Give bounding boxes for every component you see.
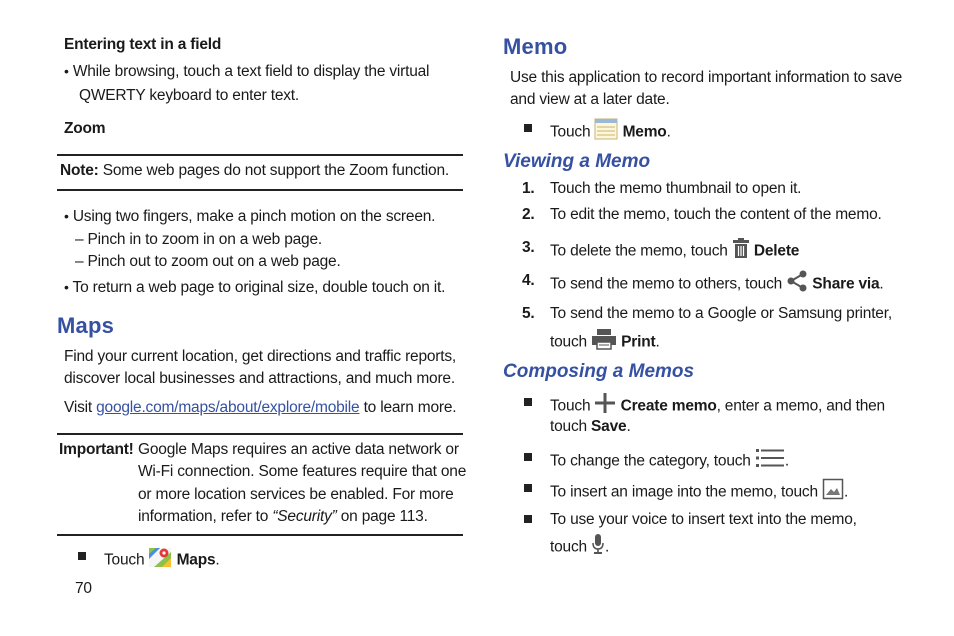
bullet-dot: • [64,208,69,224]
step-num: 2. [522,206,535,223]
dash: – [75,253,84,270]
security-ref: “Security” [272,508,337,525]
period: . [844,483,849,501]
important-rule-top [57,433,463,435]
maps-link[interactable]: google.com/maps/about/explore/mobile [96,399,360,416]
composing-title: Composing a Memos [503,361,695,382]
important-label: Important! [59,441,134,458]
zoom-bullet-2 [64,276,445,299]
memo-app-icon [594,118,618,147]
step-text-2: touch [550,333,592,351]
print-icon [591,328,617,357]
image-icon [822,478,844,507]
step-num: 3. [522,239,535,256]
step-num: 4. [522,272,535,289]
step-delete [550,237,799,266]
memo-title: Memo [503,34,568,59]
create-memo-label: Create memo [620,397,717,415]
square-bullet [524,124,532,132]
touch-prefix: Touch [104,551,149,569]
period: . [784,452,789,470]
print-label: Print [621,333,656,351]
compose-2 [550,447,789,476]
save-label: Save [591,418,627,435]
compose-4-line2-text: touch [550,538,592,556]
touch-maps-line [104,546,220,575]
period: . [605,538,610,556]
compose-4-line1: To use your voice to insert text into the memo, [550,511,857,528]
memo-desc-1: Use this application to record important information to save [510,69,903,86]
period: . [666,123,671,141]
step-text: To send the memo to a Google or Samsung printer, [550,305,892,322]
entering-bullet-text-2: QWERTY keyboard to enter text. [79,87,299,104]
maps-desc-1: Find your current location, get directions and traffic reports, [64,348,457,365]
compose-4-line2 [550,533,609,562]
note-rule-top [57,154,463,156]
zoom-bullet-text: Using two fingers, make a pinch motion on the screen. [72,208,436,225]
maps-title: Maps [57,313,115,338]
square-bullet [524,398,532,406]
viewing-title: Viewing a Memo [503,151,651,172]
compose-1-line2 [550,416,631,438]
visit-prefix: Visit [64,399,97,416]
zoom-sub-2 [75,251,341,273]
important-line-1: Google Maps requires an active data network or [138,441,459,458]
zoom-bullet [64,205,435,228]
step-num: 5. [522,305,535,322]
share-via-label: Share via [812,275,880,293]
visit-line [64,397,456,419]
step-text: To delete the memo, touch [550,242,732,260]
step-share [550,270,884,299]
dash: – [75,231,84,248]
page-number: 70 [75,580,92,597]
important-line-3: or more location services be enabled. For more [138,486,454,503]
compose-1-prefix: Touch [550,397,595,415]
touch-memo-line [550,118,671,147]
important-rule-bottom [57,534,463,536]
note-label: Note: [60,162,99,179]
compose-2-text: To change the category, touch [550,452,755,470]
square-bullet [524,515,532,523]
note [60,160,449,182]
square-bullet [524,484,532,492]
important-line-4 [138,506,428,528]
zoom-sub-1 [75,229,322,251]
compose-3 [550,478,848,507]
square-bullet [78,552,86,560]
maps-app-icon [148,546,172,575]
compose-3-text: To insert an image into the memo, touch [550,483,823,501]
memo-desc-2: and view at a later date. [510,91,670,108]
entering-bullet [64,60,429,83]
compose-1-suffix: , enter a memo, and then [716,397,885,415]
microphone-icon [591,533,605,562]
important-ref-suffix: on page 113. [336,508,428,525]
step-text: To edit the memo, touch the content of the memo. [550,206,882,223]
step-text: Touch the memo thumbnail to open it. [550,180,802,197]
period: . [879,275,884,293]
zoom-heading: Zoom [64,120,106,137]
bullet-dot: • [64,63,69,79]
entering-bullet-text-1: While browsing, touch a text field to display the virtual [72,63,430,80]
entering-heading: Entering text in a field [64,36,222,53]
note-text: Some web pages do not support the Zoom function. [98,162,449,179]
step-text: To send the memo to others, touch [550,275,787,293]
zoom-bullet-2-text: To return a web page to original size, double touch on it. [72,279,446,296]
important-ref-prefix: information, refer to [138,508,273,525]
important-line-2: Wi-Fi connection. Some features require that one [138,463,467,480]
memo-label: Memo [622,123,667,141]
period: . [626,418,631,435]
delete-label: Delete [753,242,800,260]
bullet-dot: • [64,279,69,295]
maps-label: Maps [176,551,216,569]
zoom-sub-1-text: Pinch in to zoom in on a web page. [87,231,322,248]
step-num: 1. [522,180,535,197]
period: . [655,333,660,351]
step-print [550,328,660,357]
category-list-icon [755,447,785,476]
zoom-sub-2-text: Pinch out to zoom out on a web page. [87,253,341,270]
note-rule-bottom [57,189,463,191]
visit-suffix: to learn more. [359,399,457,416]
period: . [215,551,220,569]
square-bullet [524,453,532,461]
touch-prefix: Touch [550,123,595,141]
share-icon [786,270,808,299]
compose-1-line2-text: touch [550,418,592,435]
trash-icon [732,237,750,266]
maps-desc-2: discover local businesses and attractions, and much more. [64,370,455,387]
